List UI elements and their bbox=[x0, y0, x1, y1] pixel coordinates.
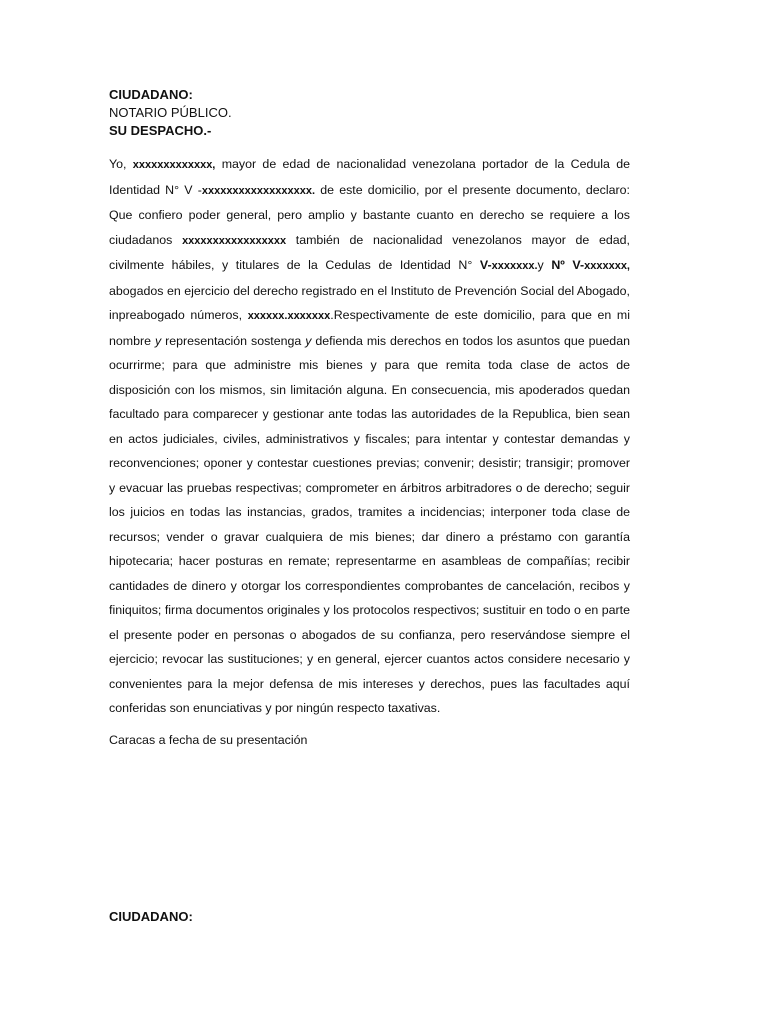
body-text-segment: también de nacionalidad venezolanos mayor de edad, civilmente hábiles, y titulares de la Cedulas de Identidad N° bbox=[109, 232, 630, 272]
id-prefix: Nº V- bbox=[551, 258, 585, 272]
body-text-segment: representación sostenga bbox=[161, 333, 306, 348]
body-text-segment: Yo, bbox=[109, 157, 133, 171]
power-of-attorney-paragraph bbox=[109, 152, 630, 721]
next-page-addressee: CIUDADANO: bbox=[109, 909, 193, 924]
attorney-1-id-placeholder: xxxxxxx. bbox=[491, 260, 538, 272]
attorney-2-id-placeholder: xxxxxxx, bbox=[584, 260, 630, 272]
grantor-name-placeholder: xxxxxxxxxxxxx, bbox=[132, 159, 216, 171]
addressee-block bbox=[109, 86, 232, 140]
body-text-segment: y bbox=[537, 258, 552, 272]
body-text-segment: defienda mis derechos en todos los asuntos que puedan ocurrirme; para que administre mis bienes y para que remita toda clase de actos de disposición con los mismos, sin limitación alguna. En consecuencia, mis apoderados quedan facultado para comparecer y gestionar ante todas las autoridades de la Republica, bien sean en actos judiciales, civiles, administrativos y fiscales; para intentar y contestar demandas y reconvenciones; oponer y contestar cuestiones previas; convenir; desistir; transigir; promover y evacuar las pruebas respectivas; comprometer en árbitros arbitradores o de derecho; seguir los juicios en todas las instancias, grados, tramites a incidencias; interponer toda clase de recursos; vender o gravar cualquiera de mis bienes; dar dinero a préstamo con garantía hipotecaria; hacer posturas en remate; representarme en asambleas de compañías; recibir cantidades de dinero y otorgar los correspondientes comprobantes de cancelación, recibos y finiquitos; firma documentos originales y los protocolos respectivos; sustituir en todo o en parte el presente poder en personas o abogados de su confianza, pero reservándose siempre el ejercicio; revocar las sustituciones; y en general, ejercer cuantos actos considere necesario y convenientes para la mejor defensa de mis intereses y derechos, pues las facultades aquí conferidas son enunciativas y por ningún respecto taxativas. bbox=[109, 333, 630, 715]
attorneys-names-placeholder: xxxxxxxxxxxxxxxxx bbox=[182, 234, 287, 247]
italic-conjunction: y bbox=[154, 333, 162, 348]
body-text-segment: mayor de edad de nacionalidad venezolana portador de la Cedula de Identidad N° V - bbox=[109, 157, 630, 197]
addressee-line-notario: NOTARIO PÚBLICO. bbox=[109, 105, 232, 120]
body-text-segment: .Respectivamente de este domicilio, para que en mi nombre bbox=[109, 308, 630, 348]
closing-line: Caracas a fecha de su presentación bbox=[109, 733, 308, 747]
id-prefix: V- bbox=[479, 258, 492, 272]
body-text-segment: abogados en ejercicio del derecho registrado en el Instituto de Prevención Social del Abogado, inpreabogado números, bbox=[109, 283, 630, 322]
grantor-id-placeholder: xxxxxxxxxxxxxxxxxx. bbox=[201, 184, 316, 197]
addressee-line-ciudadano: CIUDADANO: bbox=[109, 87, 193, 102]
addressee-line-despacho: SU DESPACHO.- bbox=[109, 123, 212, 138]
italic-conjunction: y bbox=[305, 333, 312, 348]
inpreabogado-numbers-placeholder: xxxxxx.xxxxxxx bbox=[247, 310, 331, 322]
body-text-segment: de este domicilio, por el presente documento, declaro: Que confiero poder general, pero amplio y bastante cuanto en derecho se requiere a los ciudadanos bbox=[109, 182, 630, 247]
